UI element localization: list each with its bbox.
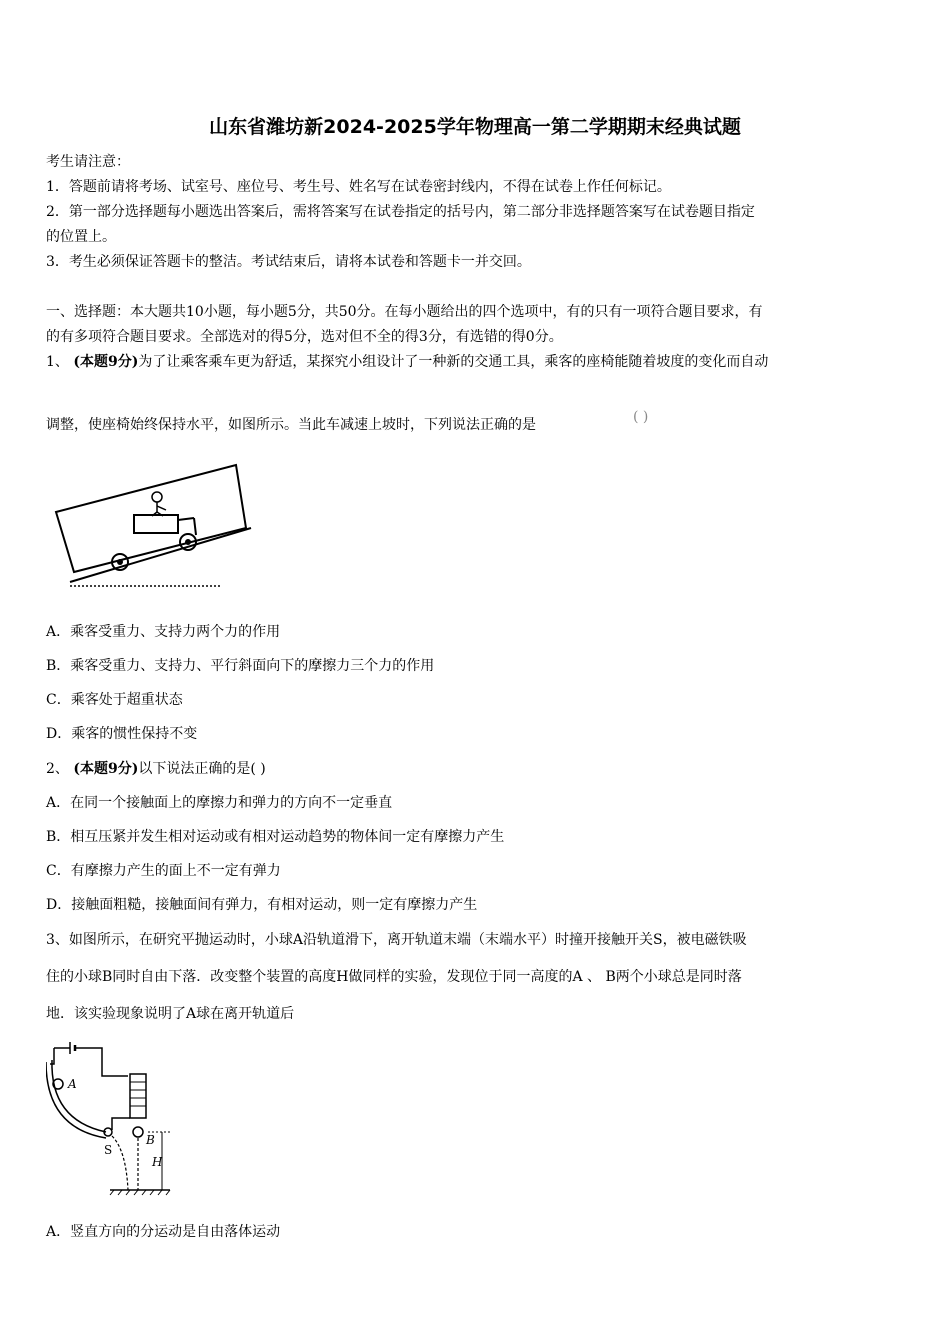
ball-b-label: B: [146, 1133, 155, 1147]
option-c: C．乘客处于超重状态: [46, 692, 183, 708]
question-text: 以下说法正确的是( ): [138, 761, 266, 777]
question-3-stem-cont: 住的小球B同时自由下落．改变整个装置的高度H做同样的实验，发现位于同一高度的A 、 B两个小球总是同时落: [46, 969, 742, 985]
question-score: (本题9分): [73, 354, 139, 370]
page-title: 山东省潍坊新2024-2025学年物理高一第二学期期末经典试题: [209, 116, 741, 138]
section-intro: 一、选择题：本大题共10小题，每小题5分，共50分。在每小题给出的四个选项中，有的只有一项符合题目要求，有: [46, 304, 763, 320]
question-score: (本题9分): [73, 761, 139, 777]
circuit-wire: [50, 1042, 128, 1076]
option-b: B．相互压紧并发生相对运动或有相对运动趋势的物体间一定有摩擦力产生: [46, 829, 505, 845]
ball-a-label: A: [68, 1077, 77, 1091]
question-number: 1、: [46, 354, 69, 370]
switch-s-label: S: [104, 1143, 113, 1157]
option-c: C．有摩擦力产生的面上不一定有弹力: [46, 863, 281, 879]
notice-item: 3．考生必须保证答题卡的整洁。考试结束后，请将本试卷和答题卡一并交回。: [46, 254, 531, 270]
option-b: B．乘客受重力、支持力、平行斜面向下的摩擦力三个力的作用: [46, 658, 435, 674]
question-number: 2、: [46, 761, 69, 777]
question-text: 为了让乘客乘车更为舒适，某探究小组设计了一种新的交通工具，乘客的座椅能随着坡度的变化而自动: [138, 354, 769, 370]
projectile-apparatus-figure: [46, 1040, 186, 1200]
passenger-figure: [152, 492, 166, 516]
option-d: D．乘客的惯性保持不变: [46, 726, 198, 742]
question-1-stem-cont: 调整，使座椅始终保持水平，如图所示。当此车减速上坡时，下列说法正确的是: [46, 417, 536, 433]
notice-item: 的位置上。: [46, 229, 116, 245]
trajectory: [112, 1136, 138, 1190]
answer-parentheses: ( ): [633, 409, 649, 425]
option-a: A．竖直方向的分运动是自由落体运动: [46, 1224, 281, 1240]
notice-item: 1．答题前请将考场、试室号、座位号、考生号、姓名写在试卷密封线内，不得在试卷上作任何标记。: [46, 179, 671, 195]
height-label: H: [152, 1155, 163, 1169]
option-d: D．接触面粗糙，接触面间有弹力，有相对运动，则一定有摩擦力产生: [46, 897, 478, 913]
option-a: A．乘客受重力、支持力两个力的作用: [46, 624, 281, 640]
notice-heading: 考生请注意：: [46, 154, 130, 170]
notice-item: 2．第一部分选择题每小题选出答案后，需将答案写在试卷指定的括号内，第二部分非选择题答案写在试卷题目指定: [46, 204, 755, 220]
ball-a: [53, 1077, 77, 1091]
question-1-stem: [46, 353, 768, 371]
vehicle-body: [56, 465, 246, 572]
electromagnet: [112, 1074, 146, 1130]
question-2-stem: [46, 760, 266, 778]
ball-b: [133, 1127, 155, 1147]
option-a: A．在同一个接触面上的摩擦力和弹力的方向不一定垂直: [46, 795, 393, 811]
question-3-stem-cont: 地．该实验现象说明了A球在离开轨道后: [46, 1006, 295, 1022]
question-3-stem: 3、如图所示，在研究平抛运动时，小球A沿轨道滑下，离开轨道末端（末端水平）时撞开接触开关S，被电磁铁吸: [46, 932, 747, 948]
curved-track: [46, 1060, 106, 1138]
incline-vehicle-figure: [46, 460, 256, 590]
seat: [134, 515, 196, 535]
ground: [110, 1190, 170, 1195]
section-intro: 的有多项符合题目要求。全部选对的得5分，选对但不全的得3分，有选错的得0分。: [46, 329, 563, 345]
